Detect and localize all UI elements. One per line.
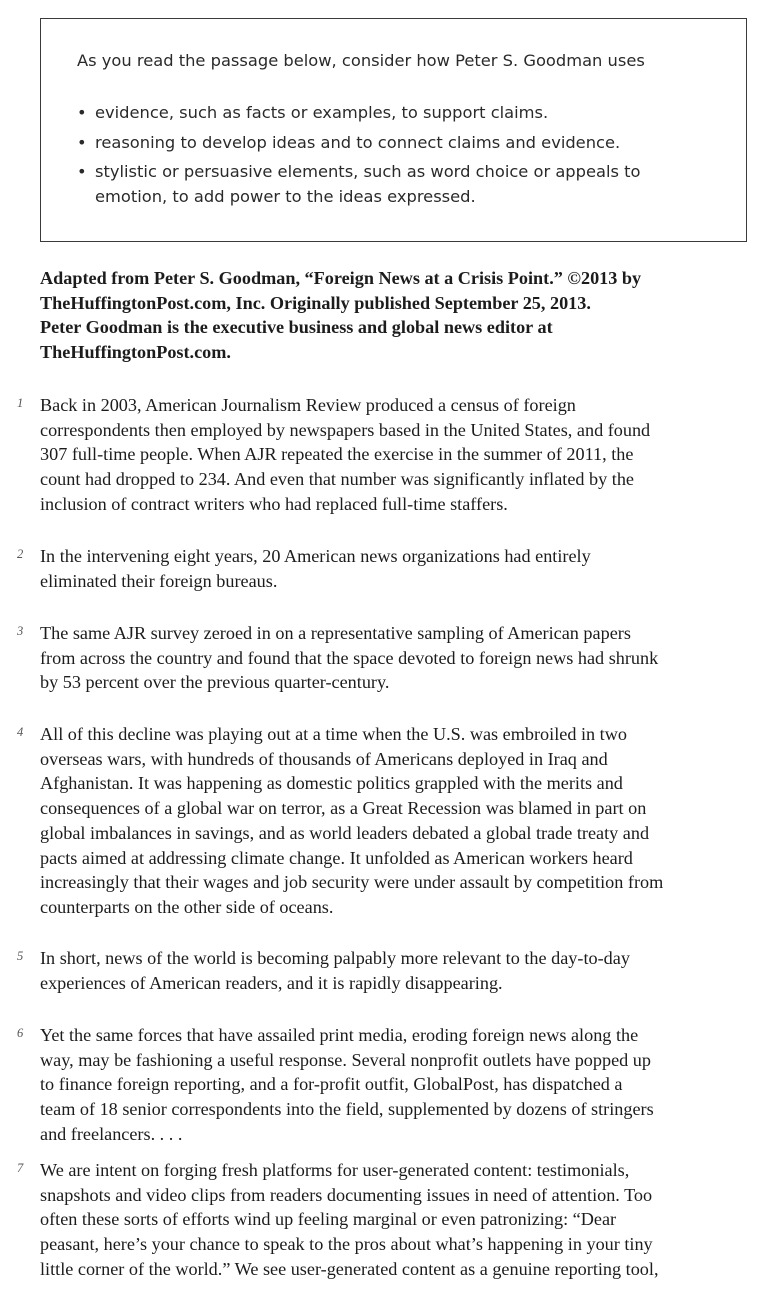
text-line: peasant, here’s your chance to speak to the pros about what’s happening in your tiny bbox=[40, 1234, 653, 1255]
paragraph-number: 2 bbox=[17, 547, 24, 561]
text-line: We are intent on forging fresh platforms for user-generated content: testimonials, bbox=[40, 1160, 630, 1180]
paragraph-text bbox=[40, 621, 765, 695]
text-line: The same AJR survey zeroed in on a representative sampling of American papers bbox=[40, 623, 631, 643]
text-line: and freelancers. . . . bbox=[40, 1123, 183, 1144]
attribution-line: TheHuffingtonPost.com, Inc. Originally published September 25, 2013. bbox=[40, 292, 591, 313]
text-line: experiences of American readers, and it is rapidly disappearing. bbox=[40, 972, 503, 993]
text-line: team of 18 senior correspondents into the field, supplemented by dozens of stringers bbox=[40, 1099, 654, 1120]
text-line: often these sorts of efforts wind up feeling marginal or even patronizing: “Dear bbox=[40, 1209, 617, 1230]
instruction-bullet: • evidence, such as facts or examples, to support claims. bbox=[77, 101, 717, 126]
text-line: inclusion of contract writers who had replaced full-time staffers. bbox=[40, 493, 508, 514]
paragraph-number: 4 bbox=[17, 725, 24, 739]
text-line: Back in 2003, American Journalism Review produced a census of foreign bbox=[40, 395, 576, 415]
paragraph-number: 7 bbox=[17, 1161, 24, 1175]
instruction-intro: As you read the passage below, consider how Peter S. Goodman uses bbox=[77, 51, 645, 70]
source-attribution bbox=[40, 266, 755, 364]
attribution-line: Adapted from Peter S. Goodman, “Foreign News at a Crisis Point.” ©2013 by bbox=[40, 268, 642, 288]
text-line: increasingly that their wages and job security were under assault by competition from bbox=[40, 872, 664, 893]
text-line: by 53 percent over the previous quarter-century. bbox=[40, 672, 390, 693]
text-line: overseas wars, with hundreds of thousands of Americans deployed in Iraq and bbox=[40, 748, 608, 769]
paragraph-text bbox=[40, 1158, 765, 1282]
paragraph-number: 5 bbox=[17, 949, 24, 963]
paragraph-text bbox=[40, 946, 765, 995]
text-line: count had dropped to 234. And even that number was significantly inflated by the bbox=[40, 469, 634, 490]
paragraph-number: 3 bbox=[17, 624, 24, 638]
text-line: correspondents then employed by newspapers based in the United States, and found bbox=[40, 419, 651, 440]
text-line: snapshots and video clips from readers documenting issues in need of attention. Too bbox=[40, 1184, 653, 1205]
text-line: counterparts on the other side of oceans. bbox=[40, 896, 334, 917]
attribution-line: Peter Goodman is the executive business and global news editor at bbox=[40, 317, 553, 337]
paragraph-text bbox=[40, 544, 765, 593]
instruction-box bbox=[40, 18, 747, 242]
text-line: In the intervening eight years, 20 American news organizations had entirely bbox=[40, 546, 591, 566]
paragraph-number: 6 bbox=[17, 1026, 24, 1040]
attribution-line: TheHuffingtonPost.com. bbox=[40, 341, 231, 362]
text-line: to finance foreign reporting, and a for-profit outfit, GlobalPost, has dispatched a bbox=[40, 1074, 623, 1095]
text-line: pacts aimed at addressing climate change. It unfolded as American workers heard bbox=[40, 847, 633, 868]
text-line: 307 full-time people. When AJR repeated the exercise in the summer of 2011, the bbox=[40, 444, 634, 465]
instruction-bullet: • reasoning to develop ideas and to connect claims and evidence. bbox=[77, 131, 717, 156]
instruction-bullet-list bbox=[77, 101, 717, 214]
text-line: global imbalances in savings, and as world leaders debated a global trade treaty and bbox=[40, 822, 650, 843]
text-line: All of this decline was playing out at a time when the U.S. was embroiled in two bbox=[40, 724, 627, 744]
text-line: eliminated their foreign bureaus. bbox=[40, 570, 278, 591]
text-line: Yet the same forces that have assailed print media, eroding foreign news along the bbox=[40, 1025, 639, 1045]
instruction-bullet: • stylistic or persuasive elements, such as word choice or appeals to emotion, to add power to the ideas expressed. bbox=[77, 160, 717, 209]
text-line: little corner of the world.” We see user-generated content as a genuine reporting tool, bbox=[40, 1258, 659, 1279]
text-line: way, may be fashioning a useful response. Several nonprofit outlets have popped up bbox=[40, 1049, 651, 1070]
text-line: from across the country and found that the space devoted to foreign news had shrunk bbox=[40, 647, 659, 668]
text-line: In short, news of the world is becoming palpably more relevant to the day-to-day bbox=[40, 948, 630, 968]
paragraph-text bbox=[40, 393, 765, 517]
paragraph-text bbox=[40, 1023, 765, 1147]
paragraph-text bbox=[40, 722, 765, 920]
text-line: Afghanistan. It was happening as domestic politics grappled with the merits and bbox=[40, 773, 623, 794]
paragraph-number: 1 bbox=[17, 396, 24, 410]
text-line: consequences of a global war on terror, as a Great Recession was blamed in part on bbox=[40, 798, 647, 819]
